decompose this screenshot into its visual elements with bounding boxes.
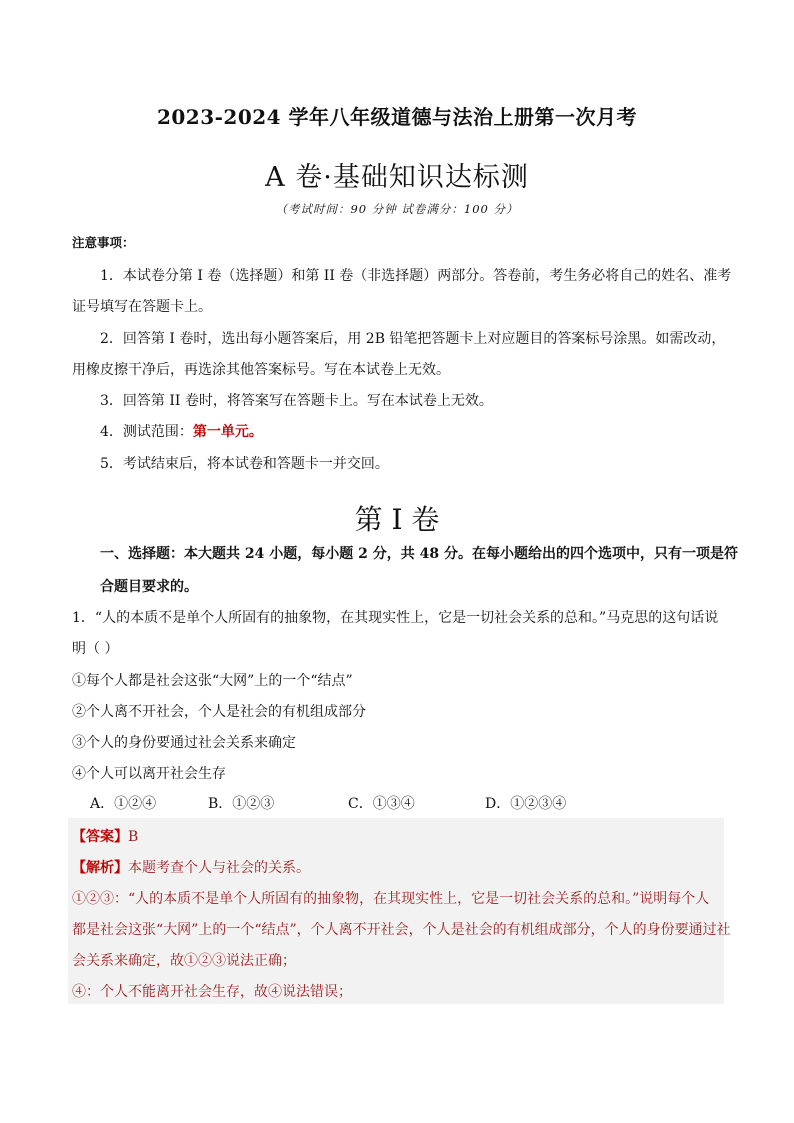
analysis-label: 【解析】 [72,860,128,876]
answer-label: 【答案】 [72,829,128,845]
notice-item: 1．本试卷分第 I 卷（选择题）和第 II 卷（非选择题）两部分。答卷前，考生务必将自己的姓名、准考 [100,268,732,284]
analysis-line [72,857,310,877]
question-statement: ①每个人都是社会这张“大网”上的一个“结点” [72,673,353,689]
analysis-detail: ①②③：“人的本质不是单个人所固有的抽象物，在其现实性上，它是一切社会关系的总和。”说明每个人 [72,891,710,907]
notice-item: 2．回答第 I 卷时，选出每小题答案后，用 2B 铅笔把答题卡上对应题目的答案标号涂黑。如需改动， [100,331,726,347]
analysis-detail: 会关系来确定，故①②③说法正确； [72,953,296,969]
exam-time-info: （考试时间：90 分钟 试卷满分：100 分） [275,202,519,216]
notice-item: 3．回答第 II 卷时，将答案写在答题卡上。写在本试卷上无效。 [100,393,493,409]
section-title: 第 I 卷 [354,503,440,536]
option-d: D．①②③④ [485,796,567,812]
analysis-value: 本题考查个人与社会的关系。 [128,860,310,876]
scope-label: 4．测试范围： [100,424,193,440]
section-instruction-cont: 合题目要求的。 [100,579,198,595]
analysis-detail: 都是社会这张“大网”上的一个“结点”，个人离不开社会，个人是社会的有机组成部分，个人的身份要通过社 [72,922,731,938]
option-b: B．①②③ [208,796,275,812]
notice-item: 用橡皮擦干净后，再选涂其他答案标号。写在本试卷上无效。 [72,362,450,378]
answer-panel [68,818,724,1004]
option-a: A．①②④ [90,796,157,812]
option-c: C．①③④ [348,796,415,812]
notice-item: 证号填写在答题卡上。 [72,299,212,315]
question-stem: 1．“人的本质不是单个人所固有的抽象物，在其现实性上，它是一切社会关系的总和。”马克思的这句话说 [72,610,719,626]
analysis-detail: ④：个人不能离开社会生存，故④说法错误； [72,984,352,1000]
exam-subtitle: A 卷·基础知识达标测 [265,162,529,193]
exam-title: 2023-2024 学年八年级道德与法治上册第一次月考 [156,105,638,129]
question-statement: ③个人的身份要通过社会关系来确定 [72,735,296,751]
scope-value: 第一单元。 [192,424,263,440]
notice-item: 5．考试结束后，将本试卷和答题卡一并交回。 [100,456,389,472]
question-statement: ④个人可以离开社会生存 [72,766,226,782]
answer-value: B [128,829,139,845]
question-statement: ②个人离不开社会，个人是社会的有机组成部分 [72,704,366,720]
notice-heading: 注意事项： [72,235,135,250]
question-stem-cont: 明（ ） [72,641,119,657]
answer-line [72,826,138,846]
notice-item-scope [100,421,724,441]
section-instruction: 一、选择题：本大题共 24 小题，每小题 2 分，共 48 分。在每小题给出的四个选项中，只有一项是符 [100,546,738,562]
